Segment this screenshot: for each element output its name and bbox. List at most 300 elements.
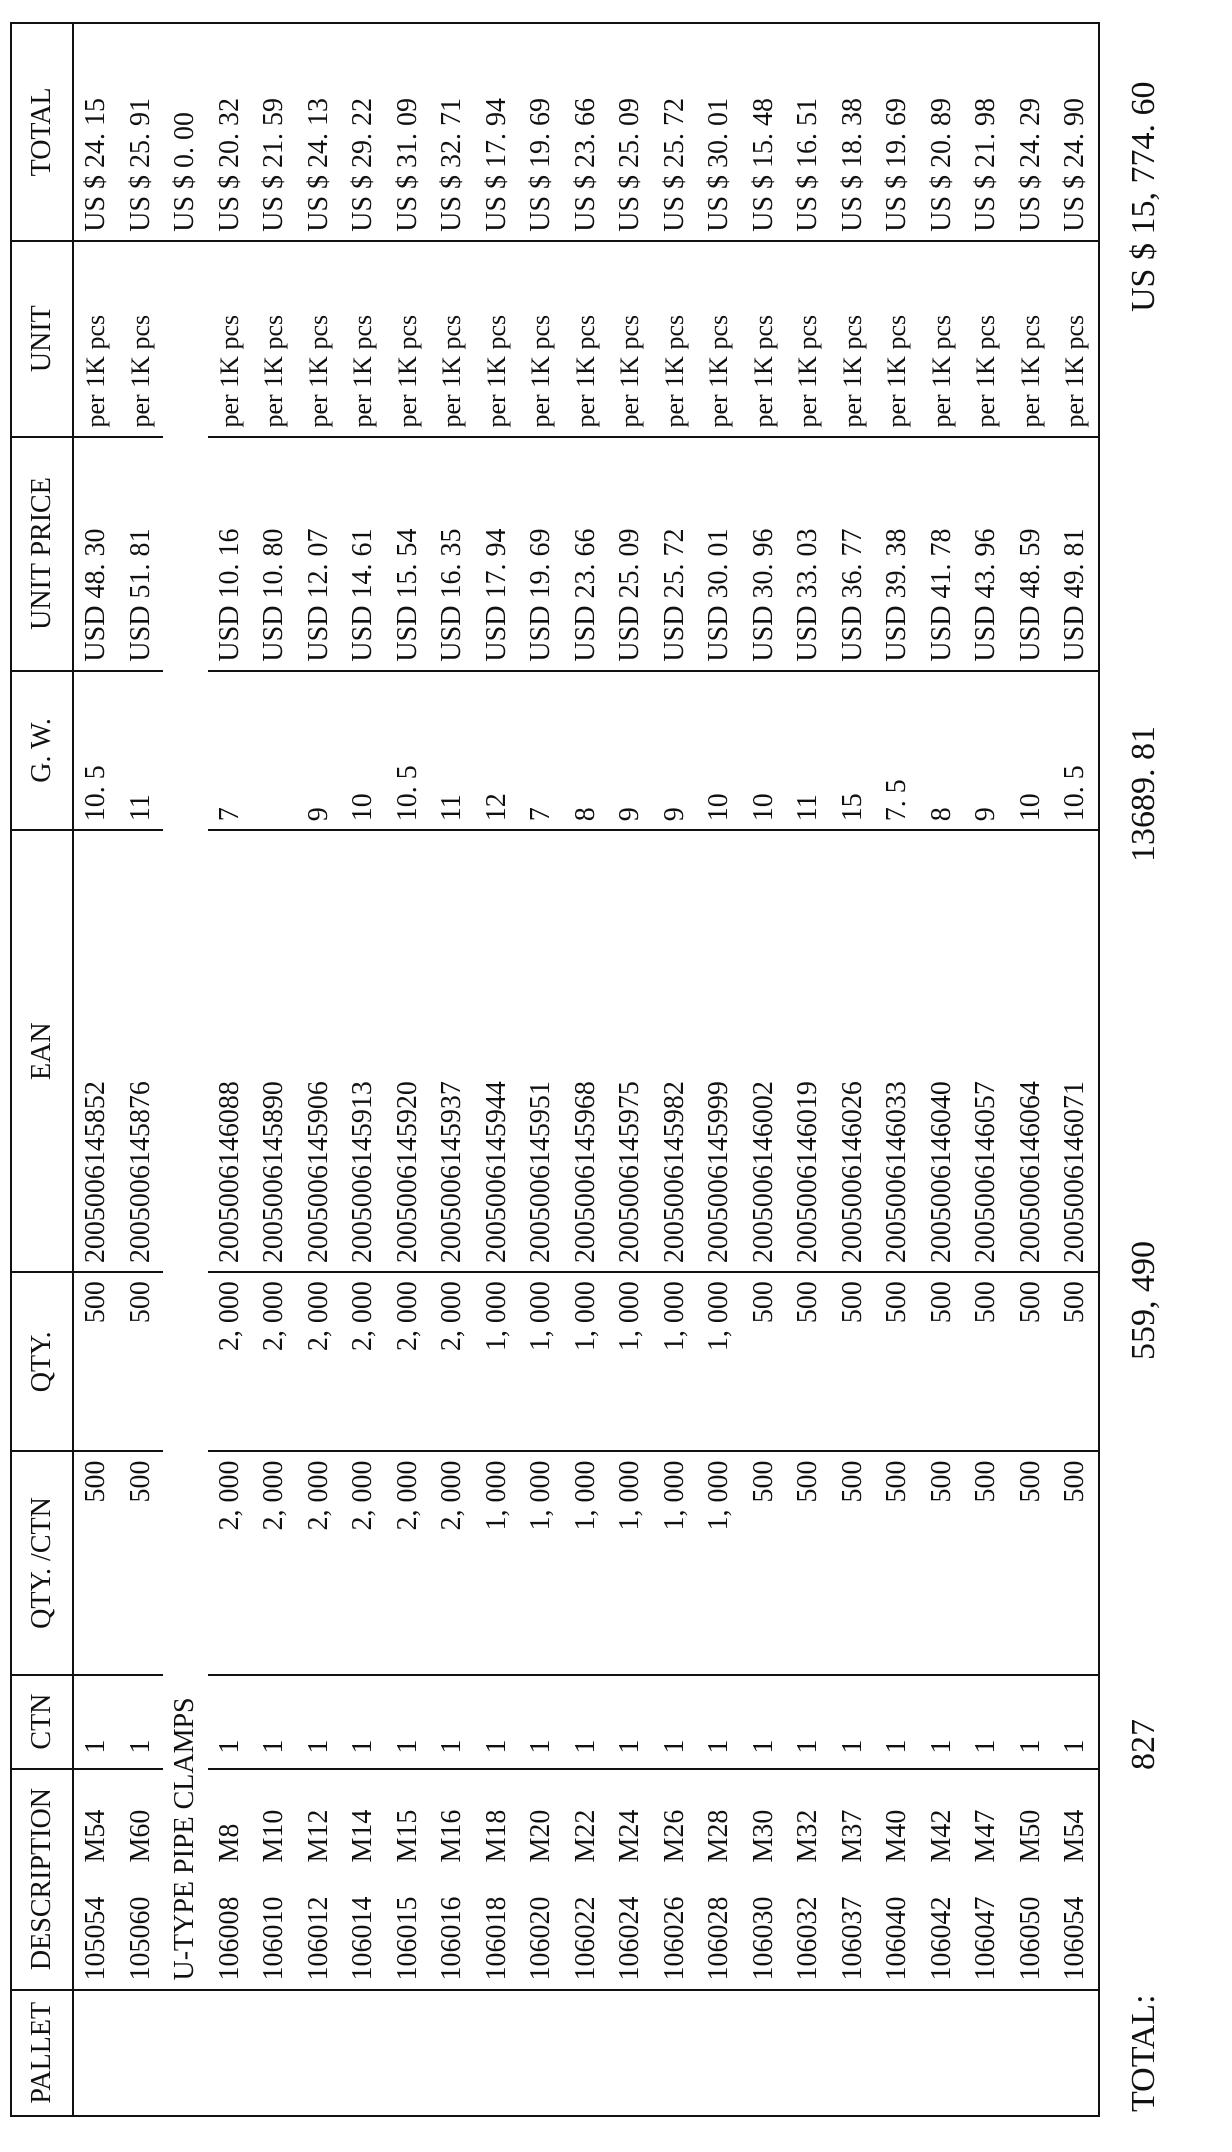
qty-cell: 2, 000 — [208, 1272, 253, 1451]
header-qty: QTY. — [11, 1272, 73, 1451]
qty-cell: 500 — [786, 1272, 831, 1451]
gross-weight-cell: 9 — [964, 671, 1009, 831]
pallet-cell — [653, 1990, 698, 2116]
ctn-cell: 1 — [875, 1675, 920, 1769]
qty-cell: 500 — [831, 1272, 876, 1451]
description-cell — [252, 1769, 297, 1990]
qty-cell: 500 — [742, 1272, 787, 1451]
unit-cell: per 1K pcs — [742, 241, 787, 437]
item-code: 106040 — [881, 1896, 913, 1981]
pallet-cell — [964, 1990, 1009, 2116]
total-cell: US $ 24. 29 — [1009, 23, 1054, 241]
item-code: 106015 — [391, 1896, 423, 1981]
pallet-cell — [73, 1990, 119, 2116]
total-label: TOTAL: — [1125, 1994, 1162, 2112]
item-code: 106028 — [703, 1896, 735, 1981]
gross-weight-cell: 10 — [742, 671, 787, 831]
item-code: 105060 — [124, 1896, 156, 1981]
item-size: M16 — [436, 1809, 468, 1863]
unit-price-cell: USD 10. 16 — [208, 437, 253, 671]
pallet-cell — [697, 1990, 742, 2116]
item-size: M40 — [881, 1809, 913, 1863]
qty-per-ctn-cell: 1, 000 — [697, 1451, 742, 1674]
pallet-cell — [608, 1990, 653, 2116]
total-cell: US $ 0. 00 — [163, 23, 208, 241]
qty-per-ctn-cell: 500 — [73, 1451, 119, 1674]
item-code: 106032 — [792, 1896, 824, 1981]
table-row — [297, 23, 342, 2116]
header-total: TOTAL — [11, 23, 73, 241]
description-cell — [341, 1769, 386, 1990]
qty-per-ctn-cell: 500 — [831, 1451, 876, 1674]
qty-per-ctn-cell: 1, 000 — [608, 1451, 653, 1674]
item-code: 106037 — [836, 1896, 868, 1981]
unit-price-cell: USD 23. 66 — [564, 437, 609, 671]
table-row — [920, 23, 965, 2116]
unit-cell: per 1K pcs — [1009, 241, 1054, 437]
packing-list-table — [10, 22, 1100, 2117]
ctn-cell: 1 — [786, 1675, 831, 1769]
total-cell: US $ 21. 59 — [252, 23, 297, 241]
gross-weight-cell: 7 — [519, 671, 564, 831]
item-size: M18 — [480, 1809, 512, 1863]
pallet-cell — [297, 1990, 342, 2116]
description-cell — [519, 1769, 564, 1990]
unit-cell: per 1K pcs — [475, 241, 520, 437]
qty-per-ctn-cell: 500 — [875, 1451, 920, 1674]
total-cell: US $ 25. 72 — [653, 23, 698, 241]
gross-weight-cell: 8 — [920, 671, 965, 831]
gross-weight-cell: 9 — [653, 671, 698, 831]
unit-cell: per 1K pcs — [386, 241, 431, 437]
header-pallet: PALLET — [11, 1990, 73, 2116]
unit-price-cell: USD 10. 80 — [252, 437, 297, 671]
ctn-cell: 1 — [964, 1675, 1009, 1769]
qty-per-ctn-cell: 500 — [1009, 1451, 1054, 1674]
unit-cell: per 1K pcs — [1053, 241, 1099, 437]
table-row — [964, 23, 1009, 2116]
unit-cell: per 1K pcs — [73, 241, 119, 437]
description-cell — [73, 1769, 119, 1990]
qty-cell: 500 — [875, 1272, 920, 1451]
gross-weight-cell: 10. 5 — [1053, 671, 1099, 831]
unit-price-cell: USD 12. 07 — [297, 437, 342, 671]
qty-per-ctn-cell: 2, 000 — [208, 1451, 253, 1674]
total-cell: US $ 15. 48 — [742, 23, 787, 241]
description-cell — [475, 1769, 520, 1990]
table-row — [653, 23, 698, 2116]
qty-per-ctn-cell: 500 — [1053, 1451, 1099, 1674]
unit-price-cell: USD 41. 78 — [920, 437, 965, 671]
description-cell — [297, 1769, 342, 1990]
item-size: M47 — [970, 1809, 1002, 1863]
header-row — [11, 23, 73, 2116]
pallet-cell — [386, 1990, 431, 2116]
table-row — [73, 23, 119, 2116]
unit-price-cell: USD 14. 61 — [341, 437, 386, 671]
table-row — [831, 23, 876, 2116]
item-size: M24 — [614, 1809, 646, 1863]
unit-cell: per 1K pcs — [786, 241, 831, 437]
qty-per-ctn-cell: 500 — [920, 1451, 965, 1674]
item-size: M30 — [747, 1809, 779, 1863]
ctn-cell: 1 — [341, 1675, 386, 1769]
item-size: M37 — [836, 1809, 868, 1863]
gross-weight-cell — [252, 671, 297, 831]
pallet-cell — [519, 1990, 564, 2116]
ean-cell: 2005006146088 — [208, 830, 253, 1272]
qty-per-ctn-cell: 1, 000 — [519, 1451, 564, 1674]
ctn-cell: 1 — [608, 1675, 653, 1769]
item-size: M8 — [213, 1823, 245, 1863]
ctn-cell: 1 — [564, 1675, 609, 1769]
description-cell — [786, 1769, 831, 1990]
unit-cell: per 1K pcs — [297, 241, 342, 437]
pallet-cell — [786, 1990, 831, 2116]
qty-cell: 1, 000 — [519, 1272, 564, 1451]
table-row — [1053, 23, 1099, 2116]
item-size: M28 — [703, 1809, 735, 1863]
total-cell: US $ 21. 98 — [964, 23, 1009, 241]
unit-cell: per 1K pcs — [697, 241, 742, 437]
item-size: M50 — [1014, 1809, 1046, 1863]
qty-per-ctn-cell: 2, 000 — [297, 1451, 342, 1674]
unit-price-cell: USD 43. 96 — [964, 437, 1009, 671]
description-cell — [564, 1769, 609, 1990]
pallet-cell — [1009, 1990, 1054, 2116]
total-cell: US $ 31. 09 — [386, 23, 431, 241]
item-size: M54 — [80, 1809, 112, 1863]
ctn-cell: 1 — [653, 1675, 698, 1769]
item-size: M15 — [391, 1809, 423, 1863]
qty-cell: 1, 000 — [653, 1272, 698, 1451]
qty-per-ctn-cell: 500 — [786, 1451, 831, 1674]
gross-weight-cell: 7. 5 — [875, 671, 920, 831]
ean-cell: 2005006145937 — [430, 830, 475, 1272]
gross-weight-cell: 11 — [119, 671, 164, 831]
gross-weight-cell: 10. 5 — [73, 671, 119, 831]
pallet-cell — [208, 1990, 253, 2116]
ean-cell: 2005006145890 — [252, 830, 297, 1272]
pallet-cell — [430, 1990, 475, 2116]
item-code: 106008 — [213, 1896, 245, 1981]
unit-cell: per 1K pcs — [430, 241, 475, 437]
pallet-cell — [119, 1990, 164, 2116]
pallet-cell — [163, 1990, 208, 2116]
unit-cell: per 1K pcs — [653, 241, 698, 437]
qty-cell: 500 — [119, 1272, 164, 1451]
unit-cell: per 1K pcs — [564, 241, 609, 437]
item-size: M32 — [792, 1809, 824, 1863]
total-cell: US $ 24. 90 — [1053, 23, 1099, 241]
table-row — [119, 23, 164, 2116]
unit-price-cell: USD 49. 81 — [1053, 437, 1099, 671]
total-cell: US $ 24. 13 — [297, 23, 342, 241]
ean-cell: 2005006145999 — [697, 830, 742, 1272]
table-row — [742, 23, 787, 2116]
qty-per-ctn-cell: 500 — [119, 1451, 164, 1674]
total-cell: US $ 25. 91 — [119, 23, 164, 241]
ean-cell: 2005006146026 — [831, 830, 876, 1272]
ctn-cell: 1 — [430, 1675, 475, 1769]
ctn-cell: 1 — [831, 1675, 876, 1769]
total-cell: US $ 25. 09 — [608, 23, 653, 241]
gross-weight-cell: 7 — [208, 671, 253, 831]
unit-price-cell: USD 48. 30 — [73, 437, 119, 671]
item-code: 106022 — [569, 1896, 601, 1981]
description-cell — [920, 1769, 965, 1990]
unit-cell: per 1K pcs — [119, 241, 164, 437]
total-ctn: 827 — [1125, 1719, 1162, 1770]
ean-cell: 2005006145982 — [653, 830, 698, 1272]
unit-price-cell: USD 36. 77 — [831, 437, 876, 671]
description-cell — [608, 1769, 653, 1990]
unit-cell: per 1K pcs — [341, 241, 386, 437]
item-size: M12 — [302, 1809, 334, 1863]
table-body — [73, 23, 1099, 2116]
qty-cell: 2, 000 — [430, 1272, 475, 1451]
item-size: M20 — [525, 1809, 557, 1863]
total-cell: US $ 23. 66 — [564, 23, 609, 241]
qty-cell: 2, 000 — [297, 1272, 342, 1451]
table-row — [252, 23, 297, 2116]
unit-price-cell: USD 48. 59 — [1009, 437, 1054, 671]
qty-cell: 2, 000 — [252, 1272, 297, 1451]
item-code: 106024 — [614, 1896, 646, 1981]
ctn-cell: 1 — [1009, 1675, 1054, 1769]
item-size: M60 — [124, 1809, 156, 1863]
unit-price-cell: USD 39. 38 — [875, 437, 920, 671]
ctn-cell: 1 — [119, 1675, 164, 1769]
gross-weight-cell: 10 — [697, 671, 742, 831]
total-gross-weight: 13689. 81 — [1125, 726, 1162, 862]
gross-weight-cell: 11 — [430, 671, 475, 831]
item-code: 106018 — [480, 1896, 512, 1981]
item-code: 106012 — [302, 1896, 334, 1981]
item-size: M42 — [925, 1809, 957, 1863]
gross-weight-cell: 10. 5 — [386, 671, 431, 831]
pallet-cell — [341, 1990, 386, 2116]
table-row — [341, 23, 386, 2116]
item-size: M10 — [258, 1809, 290, 1863]
unit-cell: per 1K pcs — [831, 241, 876, 437]
total-cell: US $ 17. 94 — [475, 23, 520, 241]
gross-weight-cell: 11 — [786, 671, 831, 831]
qty-cell: 2, 000 — [386, 1272, 431, 1451]
qty-per-ctn-cell: 1, 000 — [475, 1451, 520, 1674]
ean-cell: 2005006145968 — [564, 830, 609, 1272]
table-row — [163, 23, 208, 2116]
item-code: 106047 — [970, 1896, 1002, 1981]
unit-price-cell: USD 25. 09 — [608, 437, 653, 671]
unit-price-cell: USD 25. 72 — [653, 437, 698, 671]
description-cell — [1009, 1769, 1054, 1990]
description-cell — [1053, 1769, 1099, 1990]
qty-per-ctn-cell: 500 — [742, 1451, 787, 1674]
ctn-cell: 1 — [475, 1675, 520, 1769]
ean-cell: 2005006146040 — [920, 830, 965, 1272]
description-cell — [653, 1769, 698, 1990]
ean-cell: 2005006145920 — [386, 830, 431, 1272]
unit-cell: per 1K pcs — [608, 241, 653, 437]
unit-price-cell: USD 16. 35 — [430, 437, 475, 671]
ean-cell: 2005006145906 — [297, 830, 342, 1272]
qty-cell: 1, 000 — [564, 1272, 609, 1451]
total-cell: US $ 16. 51 — [786, 23, 831, 241]
item-code: 106026 — [658, 1896, 690, 1981]
qty-per-ctn-cell: 500 — [964, 1451, 1009, 1674]
qty-per-ctn-cell: 2, 000 — [341, 1451, 386, 1674]
description-cell — [208, 1769, 253, 1990]
header-ctn: CTN — [11, 1675, 73, 1769]
total-cell: US $ 20. 32 — [208, 23, 253, 241]
ean-cell: 2005006146002 — [742, 830, 787, 1272]
ctn-cell: 1 — [1053, 1675, 1099, 1769]
unit-price-cell: USD 30. 96 — [742, 437, 787, 671]
gross-weight-cell: 8 — [564, 671, 609, 831]
table-row — [564, 23, 609, 2116]
ctn-cell: 1 — [920, 1675, 965, 1769]
ean-cell: 2005006146071 — [1053, 830, 1099, 1272]
unit-price-cell: USD 19. 69 — [519, 437, 564, 671]
ean-cell: 2005006145975 — [608, 830, 653, 1272]
unit-cell: per 1K pcs — [875, 241, 920, 437]
qty-cell: 1, 000 — [475, 1272, 520, 1451]
ean-cell: 2005006146019 — [786, 830, 831, 1272]
description-cell — [697, 1769, 742, 1990]
item-code: 106050 — [1014, 1896, 1046, 1981]
ean-cell: 2005006145951 — [519, 830, 564, 1272]
description-cell — [964, 1769, 1009, 1990]
ctn-cell: 1 — [697, 1675, 742, 1769]
ctn-cell: 1 — [386, 1675, 431, 1769]
total-cell: US $ 24. 15 — [73, 23, 119, 241]
item-size: M22 — [569, 1809, 601, 1863]
qty-cell: 500 — [73, 1272, 119, 1451]
item-size: M54 — [1059, 1809, 1091, 1863]
pallet-cell — [875, 1990, 920, 2116]
qty-per-ctn-cell: 2, 000 — [252, 1451, 297, 1674]
gross-weight-cell: 12 — [475, 671, 520, 831]
unit-cell: per 1K pcs — [920, 241, 965, 437]
table-row — [430, 23, 475, 2116]
item-code: 106014 — [347, 1896, 379, 1981]
item-code: 106054 — [1059, 1896, 1091, 1981]
header-unit-price: UNIT PRICE — [11, 437, 73, 671]
ctn-cell: 1 — [208, 1675, 253, 1769]
total-amount: US $ 15, 774. 60 — [1125, 81, 1162, 312]
unit-cell: per 1K pcs — [208, 241, 253, 437]
pallet-cell — [252, 1990, 297, 2116]
ean-cell: 2005006146057 — [964, 830, 1009, 1272]
ctn-cell: 1 — [297, 1675, 342, 1769]
total-qty: 559, 490 — [1125, 1241, 1162, 1360]
header-description: DESCRIPTION — [11, 1769, 73, 1990]
item-size: M14 — [347, 1809, 379, 1863]
qty-cell: 500 — [1053, 1272, 1099, 1451]
header-gross-weight: G. W. — [11, 671, 73, 831]
qty-cell: 500 — [920, 1272, 965, 1451]
total-cell: US $ 20. 89 — [920, 23, 965, 241]
qty-per-ctn-cell: 1, 000 — [653, 1451, 698, 1674]
table-row — [875, 23, 920, 2116]
qty-cell: 2, 000 — [341, 1272, 386, 1451]
unit-price-cell: USD 17. 94 — [475, 437, 520, 671]
description-cell — [831, 1769, 876, 1990]
qty-cell: 500 — [964, 1272, 1009, 1451]
pallet-cell — [920, 1990, 965, 2116]
total-cell: US $ 18. 38 — [831, 23, 876, 241]
ean-cell: 2005006145876 — [119, 830, 164, 1272]
table-row — [386, 23, 431, 2116]
pallet-cell — [475, 1990, 520, 2116]
ctn-cell: 1 — [252, 1675, 297, 1769]
ctn-cell: 1 — [742, 1675, 787, 1769]
header-ean: EAN — [11, 830, 73, 1272]
description-cell — [875, 1769, 920, 1990]
qty-per-ctn-cell: 2, 000 — [430, 1451, 475, 1674]
header-unit: UNIT — [11, 241, 73, 437]
unit-price-cell: USD 15. 54 — [386, 437, 431, 671]
pallet-cell — [831, 1990, 876, 2116]
unit-cell: per 1K pcs — [519, 241, 564, 437]
table-row — [475, 23, 520, 2116]
table-row — [697, 23, 742, 2116]
unit-price-cell: USD 51. 81 — [119, 437, 164, 671]
unit-cell: per 1K pcs — [964, 241, 1009, 437]
gross-weight-cell: 9 — [608, 671, 653, 831]
gross-weight-cell: 15 — [831, 671, 876, 831]
item-size: M26 — [658, 1809, 690, 1863]
item-code: 106030 — [747, 1896, 779, 1981]
item-code: 106010 — [258, 1896, 290, 1981]
item-code: 106042 — [925, 1896, 957, 1981]
ctn-cell: 1 — [519, 1675, 564, 1769]
description-cell — [119, 1769, 164, 1990]
unit-price-cell: USD 30. 01 — [697, 437, 742, 671]
table-row — [1009, 23, 1054, 2116]
qty-cell: 500 — [1009, 1272, 1054, 1451]
ctn-cell: 1 — [73, 1675, 119, 1769]
total-cell: US $ 19. 69 — [875, 23, 920, 241]
description-cell — [742, 1769, 787, 1990]
pallet-cell — [564, 1990, 609, 2116]
total-cell: US $ 29. 22 — [341, 23, 386, 241]
ean-cell: 2005006146064 — [1009, 830, 1054, 1272]
table-row — [608, 23, 653, 2116]
table-row — [208, 23, 253, 2116]
ean-cell: 2005006145852 — [73, 830, 119, 1272]
description-cell — [386, 1769, 431, 1990]
table-row — [519, 23, 564, 2116]
pallet-cell — [1053, 1990, 1099, 2116]
section-heading: U-TYPE PIPE CLAMPS — [163, 241, 208, 1990]
qty-cell: 1, 000 — [608, 1272, 653, 1451]
total-cell: US $ 32. 71 — [430, 23, 475, 241]
total-cell: US $ 19. 69 — [519, 23, 564, 241]
gross-weight-cell: 9 — [297, 671, 342, 831]
ean-cell: 2005006146033 — [875, 830, 920, 1272]
unit-price-cell: USD 33. 03 — [786, 437, 831, 671]
item-code: 106020 — [525, 1896, 557, 1981]
ean-cell: 2005006145913 — [341, 830, 386, 1272]
gross-weight-cell: 10 — [341, 671, 386, 831]
description-cell — [430, 1769, 475, 1990]
item-code: 106016 — [436, 1896, 468, 1981]
header-qty-per-ctn: QTY. /CTN — [11, 1451, 73, 1674]
ean-cell: 2005006145944 — [475, 830, 520, 1272]
qty-cell: 1, 000 — [697, 1272, 742, 1451]
